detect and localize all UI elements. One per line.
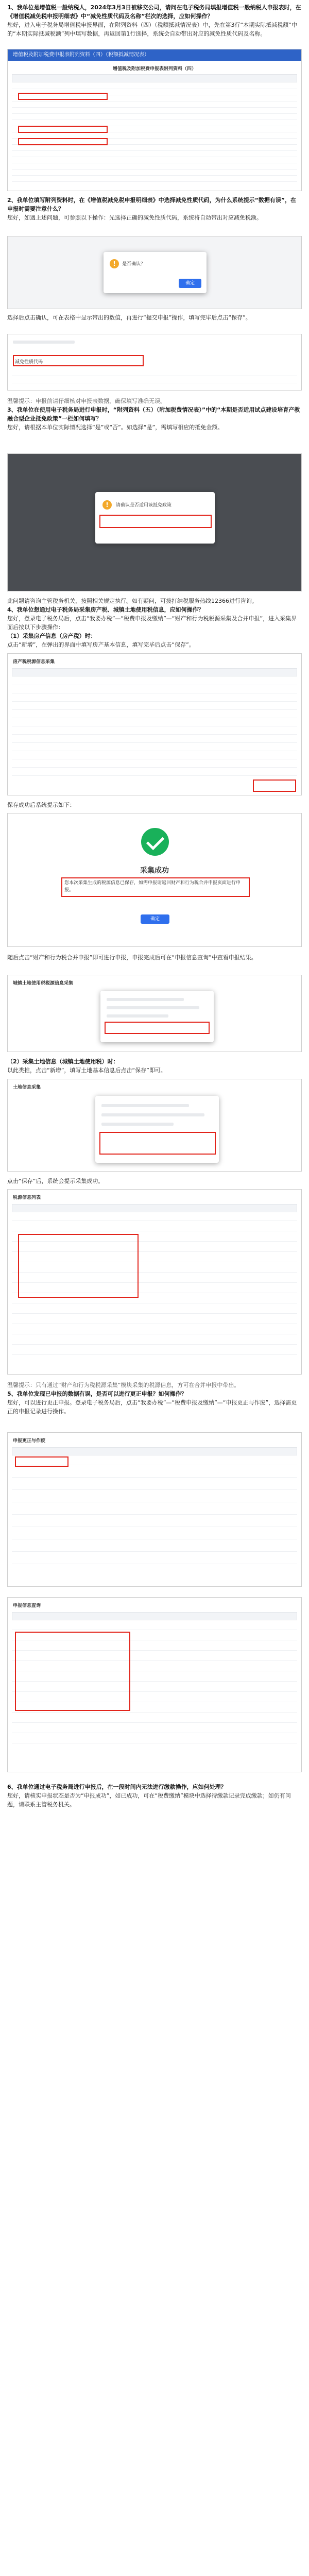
question-5: 5、我单位发现已申报的数据有误，是否可以进行更正申报？如何操作？ (7, 1391, 187, 1397)
table-header (12, 668, 297, 676)
tip-note: 温馨提示：只有通过“财产和行为税税源采集”模块采集的税源信息，方可在合并申报中带出。 (7, 1382, 240, 1388)
question-6: 6、我单位通过电子税务局进行申报后，在一段时间内无法进行缴款操作，应如何处理？ (7, 1784, 227, 1790)
table-row (12, 102, 297, 108)
screenshot-house-tax (7, 653, 302, 795)
confirm-modal (104, 252, 207, 293)
table-row (12, 1298, 297, 1303)
form-modal (100, 991, 214, 1042)
form-modal (95, 1096, 219, 1163)
table-row (12, 770, 297, 776)
answer-6: 您好，请核实申报状态是否为“申报成功”，如已成功，可在“税费缴纳”模块中选择待缴款记录完成缴款；如仍有问题，请联系主管税务机关。 (7, 1792, 291, 1808)
highlight-box (99, 515, 212, 528)
highlight-box (15, 1456, 68, 1467)
table-row (12, 1521, 297, 1527)
screenshot-dark-dialog (7, 453, 302, 591)
table-header (12, 1447, 297, 1455)
table-row (12, 1534, 297, 1539)
faq-item-3 (7, 397, 302, 432)
field-label: 减免性质代码 (15, 360, 43, 365)
answer-5: 您好，可以进行更正申报。登录电子税务局后，点击“我要办税”—“税费申报及缴纳”—“申报更正与作废”，选择需更正的申报记录进行操作。 (7, 1399, 297, 1415)
table-row (12, 1349, 297, 1355)
table-row (12, 1472, 297, 1478)
table-row (12, 370, 297, 376)
table-row (12, 737, 297, 743)
answer-2: 您好，如遇上述问题，可参照以下操作：先选择正确的减免性质代码，系统将自动带出对应减免税额。 (7, 214, 262, 221)
placeholder-line (107, 1014, 168, 1018)
step-2-text: 以此类推，点击“新增”，填写土地基本信息后点击“保存”即可。 (7, 1067, 166, 1074)
text-block (7, 313, 302, 322)
highlight-box (18, 126, 108, 133)
confirm-button[interactable]: 确定 (141, 914, 169, 924)
table-row (12, 1215, 297, 1221)
highlight-box (253, 779, 296, 792)
placeholder-line (13, 341, 75, 344)
table-row (12, 1546, 297, 1552)
screenshot-form-field (7, 334, 302, 391)
screenshot-correction (7, 1432, 302, 1587)
text-block (7, 801, 302, 809)
table-row (12, 754, 297, 759)
faq-item-1 (7, 3, 302, 38)
screenshot-success (7, 813, 302, 947)
panel-title: 房产税税源信息采集 (13, 659, 55, 665)
placeholder-line (101, 1104, 189, 1107)
table-row (12, 158, 297, 163)
paragraph: 此问题请咨询主管税务机关，按照相关规定执行。如有疑问，可拨打纳税服务热线12366进行咨询。 (7, 598, 258, 604)
highlight-box (61, 877, 250, 897)
table-title: 增值税及附加税费申报表附列资料（四） (112, 66, 196, 72)
paragraph: 选择后点击确认，可在表格中显示带出的数值，再进行“提交申报”操作，填写完毕后点击“保存”。 (7, 314, 251, 321)
table-row (12, 1738, 297, 1743)
table-row (12, 1558, 297, 1564)
table-row (12, 176, 297, 182)
panel-title: 税源信息列表 (13, 1195, 41, 1200)
panel-title: 土地信息采集 (13, 1085, 41, 1090)
panel-title: 城镇土地使用税税源信息采集 (13, 981, 74, 986)
highlight-box (18, 93, 108, 100)
table-row (12, 1329, 297, 1334)
table-row (12, 164, 297, 170)
table-row (12, 729, 297, 735)
table-row (12, 680, 297, 685)
table-row (12, 1509, 297, 1515)
table-header (12, 1204, 297, 1212)
table-row (12, 1308, 297, 1314)
window-title-bar (8, 49, 301, 61)
highlight-box (18, 138, 108, 145)
window-title: 增值税及附加税费申报表附列资料（四）（税额抵减情况表） (13, 52, 149, 58)
highlight-box (105, 1022, 210, 1034)
table-row (12, 114, 297, 120)
table-row (12, 108, 297, 114)
question-1: 1、我单位是增值税一般纳税人，2024年3月3日被移交公司，请问在电子税务局填报增值税一般纳税人申报表时，在《增值税减免税申报明细表》中“减免性质代码及名称”栏次的选择，应如何操作？ (7, 4, 301, 20)
table-row (12, 1717, 297, 1723)
screenshot-query (7, 1597, 302, 1772)
table-row (12, 378, 297, 383)
modal-text: 是否确认？ (122, 262, 146, 267)
warning-icon: ! (110, 259, 119, 268)
panel-title: 申报信息查询 (13, 1603, 41, 1608)
screenshot-land-tax (7, 975, 302, 1052)
table-row (12, 721, 297, 726)
highlight-box (15, 1632, 130, 1711)
faq-item-2 (7, 196, 302, 222)
question-2: 2、我单位填写附列资料时，在《增值税减免税申报明细表》中选择减免性质代码，为什么系统提示“数据有误”，在申报时需要注意什么？ (7, 197, 297, 212)
question-4: 4、我单位想通过电子税务局采集房产税、城镇土地使用税信息，应如何操作？ (7, 606, 204, 613)
highlight-box (13, 355, 144, 366)
text-block (7, 1177, 302, 1185)
table-row (12, 762, 297, 768)
screenshot-source-list (7, 1189, 302, 1375)
tip-note: 温馨提示：申报前请仔细核对申报表数据，确保填写准确无误。 (7, 398, 166, 404)
screenshot-land-info (7, 1079, 302, 1172)
table-row (12, 83, 297, 89)
table-row (12, 1318, 297, 1324)
answer-4: 您好，登录电子税务局后，点击“我要办税”—“税费申报及缴纳”—“财产和行为税税源采集及合并申报”，进入采集界面后按以下步骤操作： (7, 615, 297, 631)
text-block (7, 1057, 302, 1075)
text-block (7, 953, 302, 962)
table-row (12, 1339, 297, 1345)
table-row (12, 1624, 297, 1630)
table-header (12, 74, 297, 82)
policy-modal (95, 492, 215, 544)
table-row (12, 1226, 297, 1231)
answer-1: 您好，进入电子税务局增值税申报界面，在附列资料（四）（税额抵减情况表）中，先在第3行“本期实际抵减税额”中的“本期实际抵减税额”列中填写数据，再返回第1行选择，系统会自动带出对应的减免性质代码及名称。 (7, 22, 297, 37)
step-1: （1）采集房产信息（房产税）时： (7, 633, 96, 639)
question-3: 3、我单位在使用电子税务局进行申报时，“附列资料（五）（附加税费情况表）”中的“本期是否适用试点建设培育产教融合型企业抵免政策”一栏如何填写？ (7, 406, 300, 422)
success-desc: 您本次采集生成的税源信息已保存，如需申报请返回财产和行为税合并申报页面进行申报。 (64, 880, 241, 893)
table-row (12, 1727, 297, 1733)
modal-text: 请确认是否适用该抵免政策 (116, 503, 172, 508)
step-2: （2）采集土地信息（城镇土地使用税）时： (7, 1058, 119, 1065)
table-row (12, 151, 297, 157)
screenshot-tax-form (7, 49, 302, 191)
success-check-icon (141, 828, 169, 856)
highlight-box (18, 1234, 139, 1298)
placeholder-line (101, 1113, 204, 1116)
faq-item-5 (7, 1381, 302, 1416)
screenshot-confirm-dialog (7, 236, 302, 309)
table-row (12, 1497, 297, 1502)
table-row (12, 1484, 297, 1490)
paragraph: 点击“保存”后，系统会提示采集成功。 (7, 1178, 104, 1184)
answer-3: 您好，请根据本单位实际情况选择“是”或“否”。如选择“是”，需填写相应的抵免金额。 (7, 424, 224, 431)
panel-title: 申报更正与作废 (13, 1438, 46, 1444)
table-row (12, 696, 297, 702)
table-header (12, 1612, 297, 1620)
placeholder-line (101, 1123, 174, 1126)
success-title: 采集成功 (140, 867, 169, 875)
placeholder-line (107, 998, 184, 1001)
table-row (12, 704, 297, 710)
highlight-box (99, 1132, 216, 1155)
faq-item-4 (7, 597, 302, 649)
faq-item-6 (7, 1783, 302, 1809)
table-row (12, 745, 297, 751)
table-row (12, 713, 297, 718)
table-row (12, 170, 297, 176)
warning-icon: ! (102, 500, 112, 510)
paragraph: 保存成功后系统提示如下： (7, 802, 75, 808)
paragraph: 随后点击“财产和行为税合并申报”即可进行申报，申报完成后可在“申报信息查询”中查看申报结果。 (7, 954, 257, 961)
table-row (12, 688, 297, 693)
placeholder-line (107, 1006, 199, 1009)
table-row (12, 145, 297, 151)
confirm-button[interactable]: 确定 (179, 279, 201, 288)
step-1-text: 点击“新增”，在弹出的界面中填写房产基本信息，填写完毕后点击“保存”。 (7, 641, 195, 648)
